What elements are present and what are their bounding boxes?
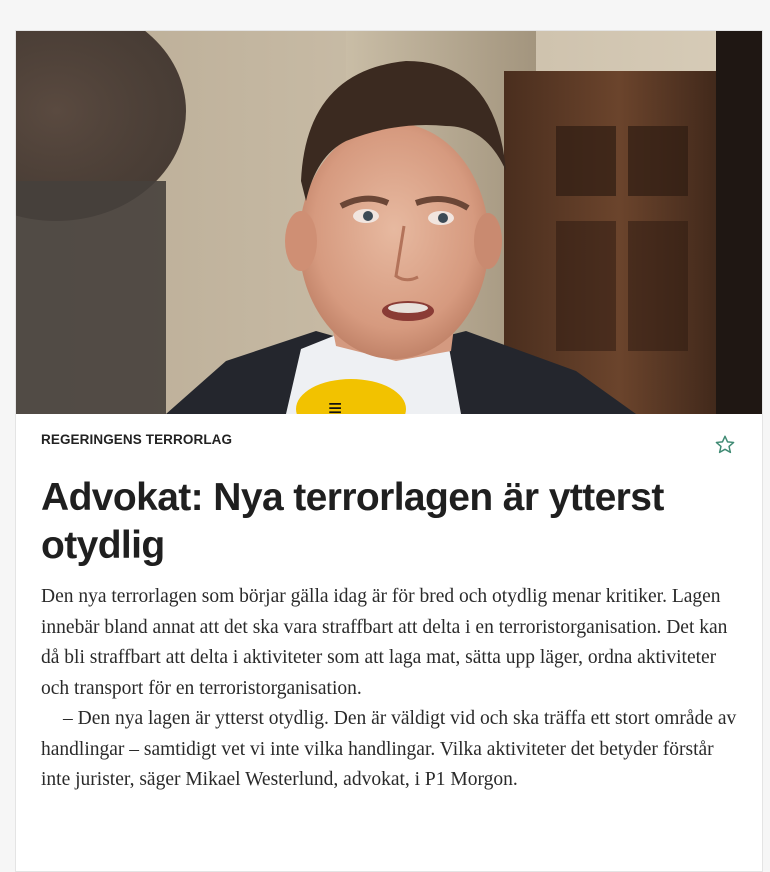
- article-photo: [16, 31, 762, 414]
- article-paragraph: [41, 704, 737, 796]
- article-headline[interactable]: Advokat: Nya terrorlagen är ytterst otydlig: [41, 476, 664, 567]
- article-body: [41, 582, 737, 796]
- star-outline-icon[interactable]: [714, 434, 736, 456]
- svg-text:≡: ≡: [328, 395, 343, 414]
- article-quote: – Den nya lagen är ytterst otydlig. Den är väldigt vid och ska träffa ett stort område av handlingar – samtidigt vet vi inte vilka handlingar. Vilka aktiviteter det betyder förstår inte jurister, säger Mikael Westerlund, advokat, i P1 Morgon.: [41, 708, 737, 790]
- article-paragraph: Den nya terrorlagen som börjar gälla idag är för bred och otydlig menar kritiker. Lagen innebär bland annat att det ska vara straffbart att delta i en terroristorganisation. Det kan då bli straffbart att delta i aktiviteter som att laga mat, sätta upp läger, ordna aktiviteter och transport för en terroristorganisation.: [41, 586, 728, 699]
- article-kicker[interactable]: REGERINGENS TERRORLAG: [41, 432, 233, 447]
- article-card: [15, 30, 763, 872]
- article-content: [16, 414, 762, 796]
